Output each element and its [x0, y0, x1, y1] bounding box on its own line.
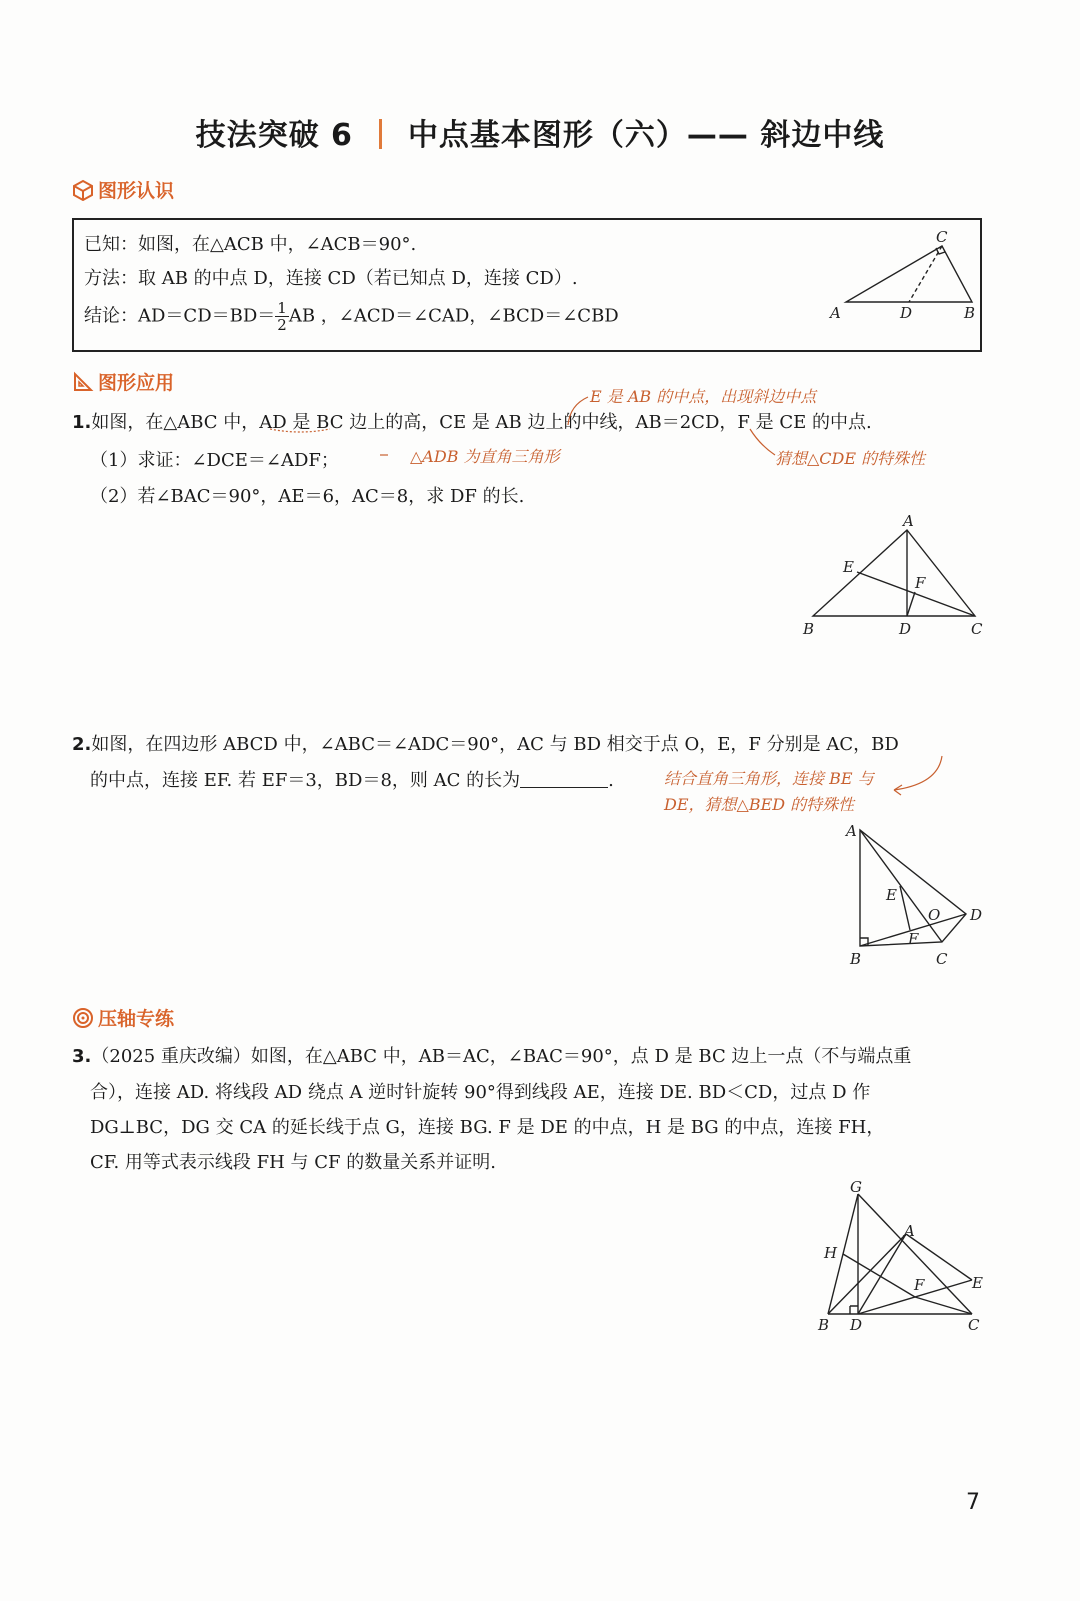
- recognize-given: 已知：如图，在△ACB 中，∠ACB＝90°.: [84, 234, 417, 255]
- label-G: G: [850, 1178, 862, 1196]
- q2-annotation-1: 结合直角三角形，连接 BE 与: [664, 769, 874, 788]
- label-A: A: [830, 304, 841, 322]
- label-A: A: [846, 822, 857, 840]
- label-H: H: [824, 1244, 838, 1262]
- q2-annotation-2: DE，猜想△BED 的特殊性: [664, 795, 855, 814]
- label-A: A: [904, 1222, 915, 1240]
- q2-stem-line1: 2.如图，在四边形 ABCD 中，∠ABC＝∠ADC＝90°，AC 与 BD 相交于点 O，E，F 分别是 AC，BD: [72, 734, 899, 755]
- label-C: C: [936, 228, 948, 246]
- q3-line1: 3.（2025 重庆改编）如图，在△ABC 中，AB＝AC，∠BAC＝90°，点 D 是 BC 边上一点（不与端点重: [72, 1046, 912, 1067]
- q1-figure: [795, 512, 995, 642]
- q2-annotation-arrow: [880, 752, 950, 802]
- label-B: B: [818, 1316, 830, 1334]
- page-title: [0, 110, 1080, 154]
- q1-part1: （1）求证：∠DCE＝∠ADF；: [90, 450, 339, 471]
- recognize-method: 方法：取 AB 的中点 D，连接 CD（若已知点 D，连接 CD）.: [84, 268, 578, 289]
- recognize-box: [72, 218, 982, 352]
- q2-stem-line2: 的中点，连接 EF. 若 EF＝3，BD＝8，则 AC 的长为 .: [90, 770, 614, 791]
- q1-annotation-midpoint: E 是 AB 的中点，出现斜边中点: [590, 387, 817, 406]
- target-icon: [72, 1007, 94, 1029]
- section-challenge: 压轴专练: [72, 1004, 174, 1031]
- label-B: B: [803, 620, 815, 638]
- label-E: E: [972, 1274, 983, 1292]
- title-divider: [379, 119, 382, 149]
- q2-figure: [838, 818, 998, 968]
- figure-right-triangle: [824, 226, 979, 326]
- title-right: 中点基本图形（六）—— 斜边中线: [407, 118, 885, 153]
- q1-annotation-right-triangle: △ADB 为直角三角形: [410, 447, 560, 466]
- recognize-conclusion: 结论：AD＝CD＝BD＝ $\frac{1}{2}$ AB ，∠ACD＝∠CAD，∠BCD＝∠CBD: [84, 299, 619, 334]
- label-O: O: [928, 906, 941, 924]
- answer-blank[interactable]: [520, 769, 608, 788]
- cube-icon: [72, 179, 94, 201]
- label-B: B: [850, 950, 862, 968]
- label-C: C: [936, 950, 948, 968]
- q3-line2: 合），连接 AD. 将线段 AD 绕点 A 逆时针旋转 90°得到线段 AE，连接 DE. BD＜CD，过点 D 作: [90, 1082, 871, 1103]
- label-F: F: [915, 574, 926, 592]
- q1-annotation-guess: 猜想△CDE 的特殊性: [775, 449, 926, 468]
- section-recognize: 图形认识: [72, 176, 174, 203]
- section-apply: 图形应用: [72, 368, 174, 395]
- fraction-half: $\frac{1}{2}$: [277, 299, 287, 334]
- q3-figure: [810, 1176, 1000, 1336]
- q1-stem: 1.如图，在△ABC 中，AD 是 BC 边上的高，CE 是 AB 边上的中线，AB＝2CD，F 是 CE 的中点.: [72, 412, 872, 433]
- label-E: E: [843, 558, 854, 576]
- label-C: C: [968, 1316, 980, 1334]
- label-C: C: [971, 620, 983, 638]
- label-A: A: [903, 512, 914, 530]
- q3-line4: CF. 用等式表示线段 FH 与 CF 的数量关系并证明.: [90, 1152, 496, 1173]
- label-B: B: [964, 304, 976, 322]
- label-D: D: [850, 1316, 863, 1334]
- label-D: D: [900, 304, 913, 322]
- label-E: E: [886, 886, 897, 904]
- q3-line3: DG⊥BC，DG 交 CA 的延长线于点 G，连接 BG. F 是 DE 的中点，H 是 BG 的中点，连接 FH，: [90, 1117, 885, 1138]
- label-D: D: [970, 906, 983, 924]
- label-F: F: [908, 930, 919, 948]
- label-D: D: [899, 620, 912, 638]
- set-square-icon: [72, 371, 94, 393]
- title-left: 技法突破 6: [195, 118, 353, 153]
- page-number: 7: [966, 1490, 980, 1515]
- label-F: F: [914, 1276, 925, 1294]
- q1-part2: （2）若∠BAC＝90°，AE＝6，AC＝8，求 DF 的长.: [90, 486, 525, 507]
